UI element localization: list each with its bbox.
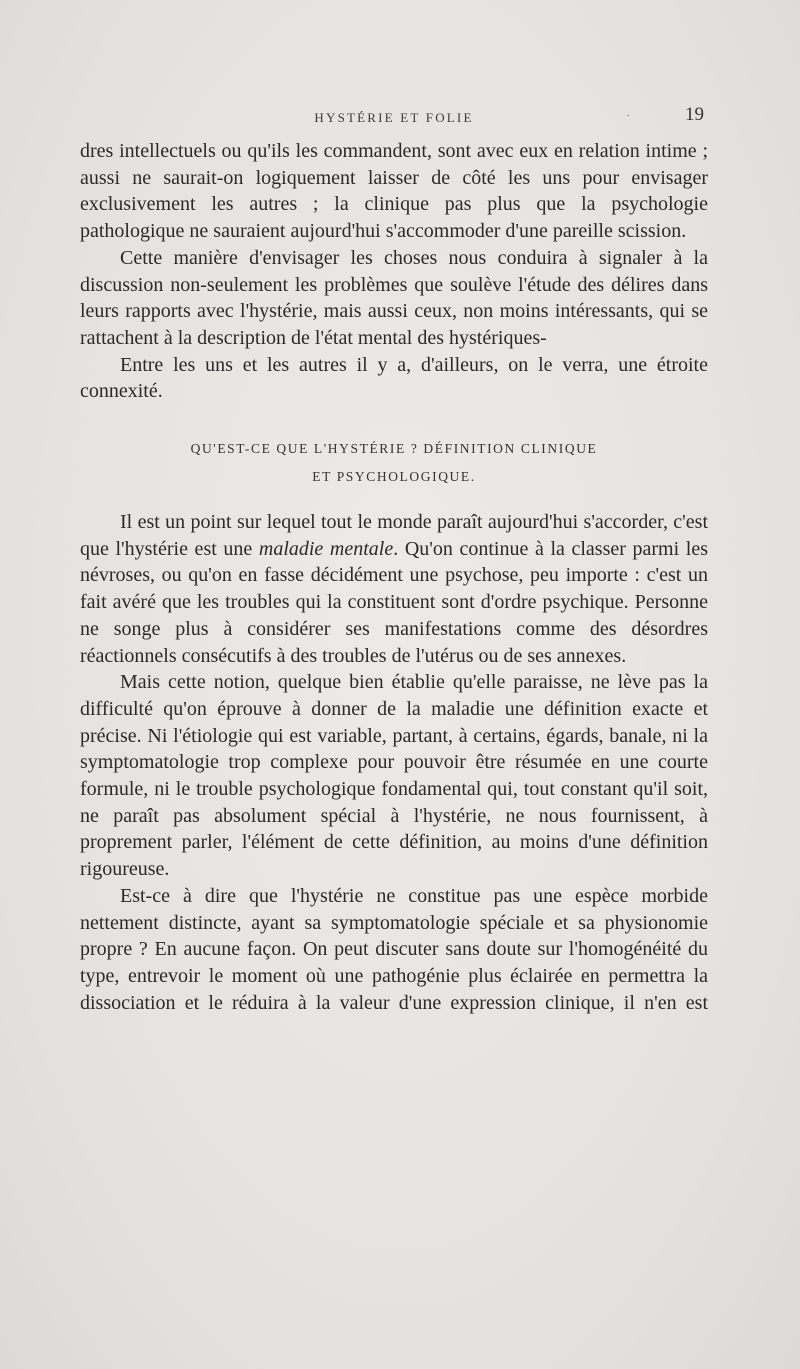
paragraph-6: Est-ce à dire que l'hystérie ne constitue pas une espèce morbide nettement distincte, ayant sa symptomatologie spéciale et sa physionomie propre ? En aucune façon. On peut discuter sans doute sur l'homogénéité du type, entrevoir le moment où une pathogénie plus éclairée en permettra la dissociation et le réduira à la valeur d'une expression clinique, il n'en est: [80, 884, 708, 1014]
body-text: [80, 138, 708, 1016]
paragraph-1: dres intellectuels ou qu'ils les commandent, sont avec eux en relation intime ; aussi ne saurait-on logiquement laisser de côté les uns pour envisager exclusivement les autres ; la clinique pas plus que la psychologie pathologique ne sauraient aujourd'hui s'accommoder d'une pareille scission.: [80, 140, 708, 243]
italic-term: maladie mentale: [258, 537, 394, 560]
running-header: [80, 104, 708, 132]
section-heading-line-2: ET PSYCHOLOGIQUE.: [312, 469, 476, 485]
running-title: HYSTÉRIE ET FOLIE: [314, 110, 474, 125]
section-heading: [80, 435, 708, 491]
paragraph-4-text-after: . Qu'on continue à la classer parmi les névroses, ou qu'on en fasse décidément une psychose, peu importe : c'est un fait avéré que les troubles qui la constituent sont d'ordre psychique. Personne ne songe plus à considérer ses manifestations comme des désordres réactionnels consécutifs à des troubles de l'utérus ou de ses annexes.: [80, 537, 708, 667]
paragraph-4-text-before: Il est un point sur lequel tout le monde paraît aujourd'hui s'accorder, c'est que l'hystérie est une: [80, 511, 708, 560]
paragraph-5: Mais cette notion, quelque bien établie qu'elle paraisse, ne lève pas la difficulté qu'on éprouve à donner de la maladie une définition exacte et précise. Ni l'étiologie qui est variable, partant, à certains, égards, banale, ni la symptomatologie trop complexe pour pouvoir être résumée en une courte formule, ni le trouble psychologique fondamental qui, tout constant qu'il soit, ne paraît pas absolument spécial à l'hystérie, ne nous fournissent, à proprement parler, l'élément de cette définition, au moins d'une définition rigoureuse.: [80, 671, 708, 881]
paragraph-3: Entre les uns et les autres il y a, d'ailleurs, on le verra, une étroite connexité.: [80, 353, 708, 403]
page-number: 19: [685, 104, 704, 125]
paragraph-2: Cette manière d'envisager les choses nous conduira à signaler à la discussion non-seulement les problèmes que soulève l'étude des délires dans leurs rapports avec l'hystérie, mais aussi ceux, non moins intéressants, qui se rattachent à la description de l'état mental des hystériques-: [80, 246, 708, 349]
paragraph-4: [80, 509, 708, 669]
header-tick-mark: ·: [626, 110, 630, 122]
section-heading-line-1: QU'EST-CE QUE L'HYSTÉRIE ? DÉFINITION CLINIQUE: [190, 441, 598, 457]
